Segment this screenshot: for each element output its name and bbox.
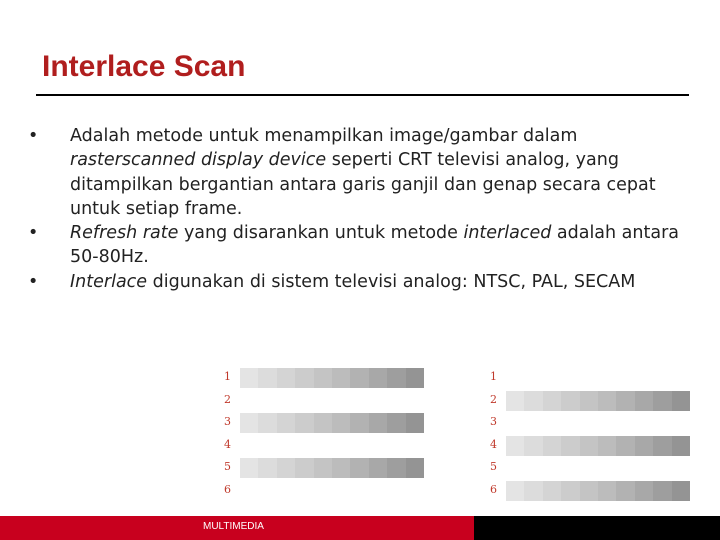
bullet-text-italic: Refresh rate [70, 223, 179, 244]
bullet-text: digunakan di sistem televisi analog: NTSC, PAL, SECAM [147, 271, 636, 292]
line-number: 1 [490, 370, 497, 383]
line-number: 3 [224, 415, 231, 428]
line-number: 6 [490, 482, 497, 496]
bullet-text: Adalah metode untuk menampilkan image/gambar dalam [70, 126, 578, 146]
bullet-text-italic: rasterscanned display device [70, 150, 327, 171]
scan-line [240, 368, 424, 388]
bullet-marker: • [28, 126, 39, 146]
slide-title: Interlace Scan [42, 50, 246, 83]
line-number: 5 [224, 460, 231, 473]
bullet-list [28, 124, 698, 294]
bullet-marker: • [28, 271, 39, 292]
bullet-text: seperti CRT televisi analog, yang ditampilkan bergantian antara garis ganjil dan genap secara cepat untuk setiap frame. [70, 150, 656, 219]
line-number: 1 [224, 370, 231, 383]
interlace-figure-left [220, 364, 426, 504]
bullet-text: adalah antara 50-80Hz. [70, 223, 680, 268]
bullet-item [28, 270, 698, 294]
footer-label: MULTIMEDIA [203, 521, 264, 532]
line-number: 6 [224, 482, 231, 496]
scan-line [506, 436, 690, 456]
scan-line [506, 481, 690, 501]
line-number: 3 [490, 415, 497, 428]
scan-line [240, 413, 424, 433]
bullet-item [28, 221, 698, 270]
line-number: 4 [490, 437, 497, 451]
bullet-text-italic: interlaced [463, 223, 552, 244]
bullet-item [28, 124, 698, 221]
interlace-figure-right [486, 364, 692, 504]
bullet-marker: • [28, 223, 39, 244]
title-divider [36, 94, 689, 96]
line-number: 5 [490, 460, 497, 473]
scan-line [240, 458, 424, 478]
scan-line [506, 391, 690, 411]
bullet-text-italic: Interlace [70, 271, 148, 292]
line-number: 4 [224, 437, 231, 451]
line-number: 2 [224, 392, 231, 406]
line-number: 2 [490, 392, 497, 406]
bullet-text: yang disarankan untuk metode [178, 223, 464, 244]
footer-bar-black [474, 516, 720, 540]
